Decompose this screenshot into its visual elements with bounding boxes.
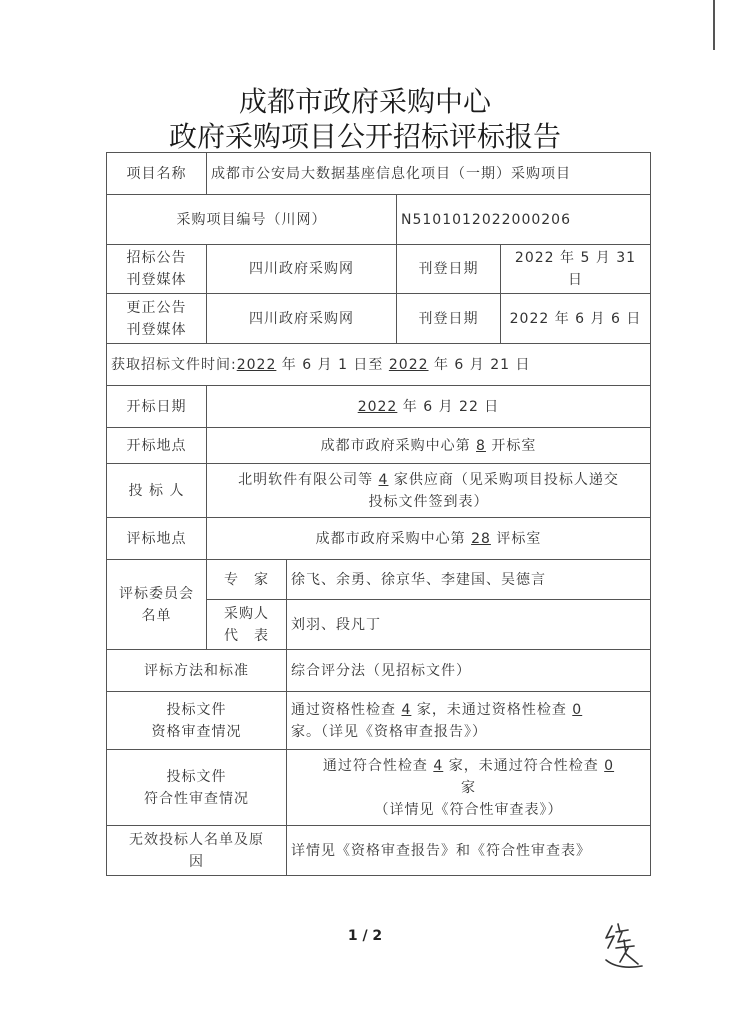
page-number: 1 / 2	[347, 928, 383, 944]
qualification-pre: 通过资格性检查	[291, 701, 402, 718]
document-period	[107, 344, 651, 386]
compliance-review-line2: 家	[461, 779, 476, 796]
purchaser-rep-label-line1: 采购人	[224, 605, 269, 622]
tender-notice-label	[107, 245, 207, 294]
evaluation-place-post: 评标室	[490, 530, 542, 547]
qualification-review-label	[107, 692, 287, 750]
report-title-line-1: 成都市政府采购中心	[238, 85, 491, 118]
bidders-line1-pre: 北明软件有限公司等	[238, 471, 379, 488]
opening-place-post: 开标室	[485, 437, 537, 454]
row-invalid-bidders	[107, 826, 651, 876]
qualification-pass-count: 4	[401, 701, 412, 718]
compliance-review-label-line1: 投标文件	[166, 768, 227, 785]
compliance-pass-count: 4	[433, 757, 444, 774]
row-opening-date	[107, 386, 651, 428]
evaluation-place-label: 评标地点	[107, 518, 207, 560]
correction-notice-media: 四川政府采购网	[207, 294, 397, 344]
qualification-review-value	[287, 692, 651, 750]
invalid-bidders-label	[107, 826, 287, 876]
experts-value: 徐飞、余勇、徐京华、李建国、吴德言	[287, 560, 651, 600]
qualification-review-line2: 家。（详见《资格审查报告》）	[291, 723, 487, 740]
opening-date-label: 开标日期	[107, 386, 207, 428]
document-period-year-end: 2022	[388, 356, 429, 373]
row-procurement-number	[107, 195, 651, 245]
committee-label-line1: 评标委员会	[119, 585, 194, 602]
evaluation-method-label: 评标方法和标准	[107, 650, 287, 692]
row-document-period	[107, 344, 651, 386]
committee-label	[107, 560, 207, 650]
compliance-review-value	[287, 750, 651, 826]
compliance-review-line3: （详情见《符合性审查表》）	[374, 801, 563, 818]
handwritten-signature	[598, 918, 650, 974]
evaluation-place-number: 28	[471, 530, 491, 547]
tender-notice-label-line1: 招标公告	[126, 250, 187, 266]
row-tender-notice	[107, 245, 651, 294]
opening-place-value	[207, 428, 651, 464]
qualification-fail-count: 0	[572, 701, 583, 718]
compliance-fail-count: 0	[604, 757, 615, 774]
evaluation-method-value: 综合评分法（见招标文件）	[287, 650, 651, 692]
tender-notice-media: 四川政府采购网	[207, 245, 397, 294]
tender-notice-label-line2: 刊登媒体	[126, 272, 187, 288]
qualification-review-label-line2: 资格审查情况	[151, 723, 242, 740]
opening-place-number: 8	[476, 437, 486, 454]
opening-place-pre: 成都市政府采购中心第	[320, 437, 477, 454]
invalid-bidders-label-line2: 因	[189, 853, 204, 870]
evaluation-place-value	[207, 518, 651, 560]
bidders-line1	[211, 469, 646, 491]
scan-edge-line	[713, 0, 715, 50]
purchaser-rep-value: 刘羽、段凡丁	[287, 600, 651, 650]
invalid-bidders-value: 详情见《资格审查报告》和《符合性审查表》	[287, 826, 651, 876]
compliance-pre: 通过符合性检查	[322, 757, 434, 774]
row-qualification-review	[107, 692, 651, 750]
row-evaluation-method	[107, 650, 651, 692]
project-name-label: 项目名称	[107, 153, 207, 195]
row-compliance-review	[107, 750, 651, 826]
correction-notice-date: 2022 年 6 月 6 日	[501, 294, 651, 344]
tender-notice-date-label: 刊登日期	[397, 245, 501, 294]
opening-date-value	[207, 386, 651, 428]
row-bidders	[107, 464, 651, 518]
tender-notice-date: 2022 年 5 月 31 日	[501, 245, 651, 294]
committee-label-line2: 名单	[141, 607, 172, 624]
bidders-label: 投 标 人	[107, 464, 207, 518]
row-evaluation-place	[107, 518, 651, 560]
procurement-number-value: N5101012022000206	[397, 195, 651, 245]
project-name-value: 成都市公安局大数据基座信息化项目（一期）采购项目	[207, 153, 651, 195]
qualification-mid: 家，未通过资格性检查	[411, 701, 573, 718]
purchaser-rep-label-line2: 代 表	[224, 627, 269, 644]
correction-notice-label-line1: 更正公告	[126, 299, 187, 316]
row-project-name	[107, 153, 651, 195]
bidders-line1-post: 家供应商（见采购项目投标人递交	[388, 471, 619, 488]
bidders-value	[207, 464, 651, 518]
bidders-count: 4	[378, 471, 389, 488]
qualification-review-label-line1: 投标文件	[166, 701, 227, 718]
opening-date-rest: 年 6 月 22 日	[397, 398, 500, 415]
correction-notice-date-label: 刊登日期	[397, 294, 501, 344]
correction-notice-label	[107, 294, 207, 344]
opening-date-year: 2022	[357, 398, 398, 415]
evaluation-place-pre: 成都市政府采购中心第	[315, 530, 472, 547]
purchaser-rep-label	[207, 600, 287, 650]
document-period-year-start: 2022	[236, 356, 277, 373]
document-period-mid: 年 6 月 1 日至	[276, 356, 389, 373]
qualification-review-line1	[291, 699, 646, 721]
invalid-bidders-label-line1: 无效投标人名单及原	[129, 831, 264, 848]
experts-label: 专 家	[207, 560, 287, 600]
compliance-mid: 家，未通过符合性检查	[443, 757, 605, 774]
compliance-review-label	[107, 750, 287, 826]
compliance-review-line1	[291, 755, 646, 777]
evaluation-report-table	[106, 152, 651, 876]
document-period-prefix: 获取招标文件时间:	[111, 356, 237, 373]
compliance-review-label-line2: 符合性审查情况	[144, 790, 249, 807]
row-opening-place	[107, 428, 651, 464]
row-committee-experts	[107, 560, 651, 600]
correction-notice-label-line2: 刊登媒体	[126, 321, 187, 338]
row-correction-notice	[107, 294, 651, 344]
bidders-line2: 投标文件签到表）	[368, 493, 489, 510]
opening-place-label: 开标地点	[107, 428, 207, 464]
report-title-line-2: 政府采购项目公开招标评标报告	[168, 120, 561, 153]
document-period-suffix: 年 6 月 21 日	[428, 356, 531, 373]
procurement-number-label: 采购项目编号（川网）	[107, 195, 397, 245]
